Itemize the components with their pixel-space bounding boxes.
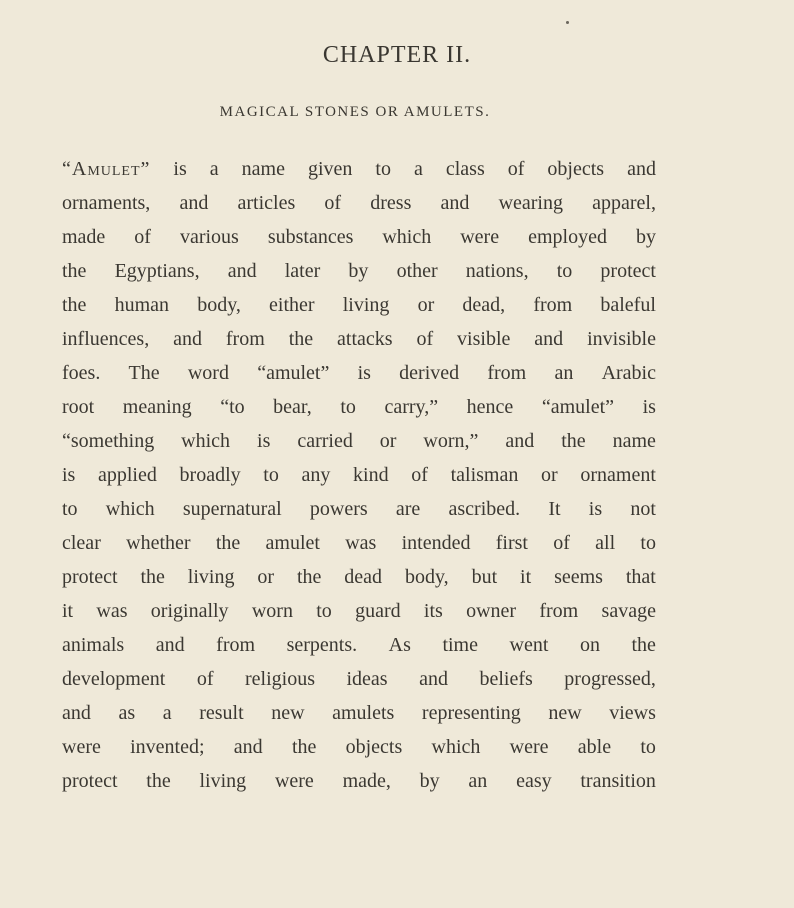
text-line: were invented; and the objects which were able to	[62, 736, 656, 758]
section-title: MAGICAL STONES OR AMULETS.	[219, 104, 491, 120]
body-text	[62, 152, 656, 798]
text-line: protect the living were made, by an easy transition	[62, 770, 656, 792]
text-line: clear whether the amulet was intended first of all to	[62, 532, 656, 554]
text-line: root meaning “to bear, to carry,” hence “amulet” is	[62, 396, 656, 418]
text-line: is applied broadly to any kind of talisman or ornament	[62, 464, 656, 486]
text-line: animals and from serpents. As time went on the	[62, 634, 656, 656]
text-line: “something which is carried or worn,” and the name	[62, 430, 656, 452]
text-line: the Egyptians, and later by other nations, to protect	[62, 260, 656, 282]
text-line: influences, and from the attacks of visible and invisible	[62, 328, 656, 350]
text-line: development of religious ideas and beliefs progressed,	[62, 668, 656, 690]
text-line: the human body, either living or dead, from baleful	[62, 294, 656, 316]
text-line: ornaments, and articles of dress and wearing apparel,	[62, 192, 656, 214]
text-line: “Amulet” is a name given to a class of objects and	[62, 158, 656, 180]
text-line: protect the living or the dead body, but it seems that	[62, 566, 656, 588]
text-line: and as a result new amulets representing new views	[62, 702, 656, 724]
text-line: it was originally worn to guard its owner from savage	[62, 600, 656, 622]
chapter-title: CHAPTER II.	[322, 42, 472, 68]
paper-speck	[566, 21, 569, 24]
text-line: foes. The word “amulet” is derived from an Arabic	[62, 362, 656, 384]
text-line: made of various substances which were employed by	[62, 226, 656, 248]
text-line: to which supernatural powers are ascribed. It is not	[62, 498, 656, 520]
